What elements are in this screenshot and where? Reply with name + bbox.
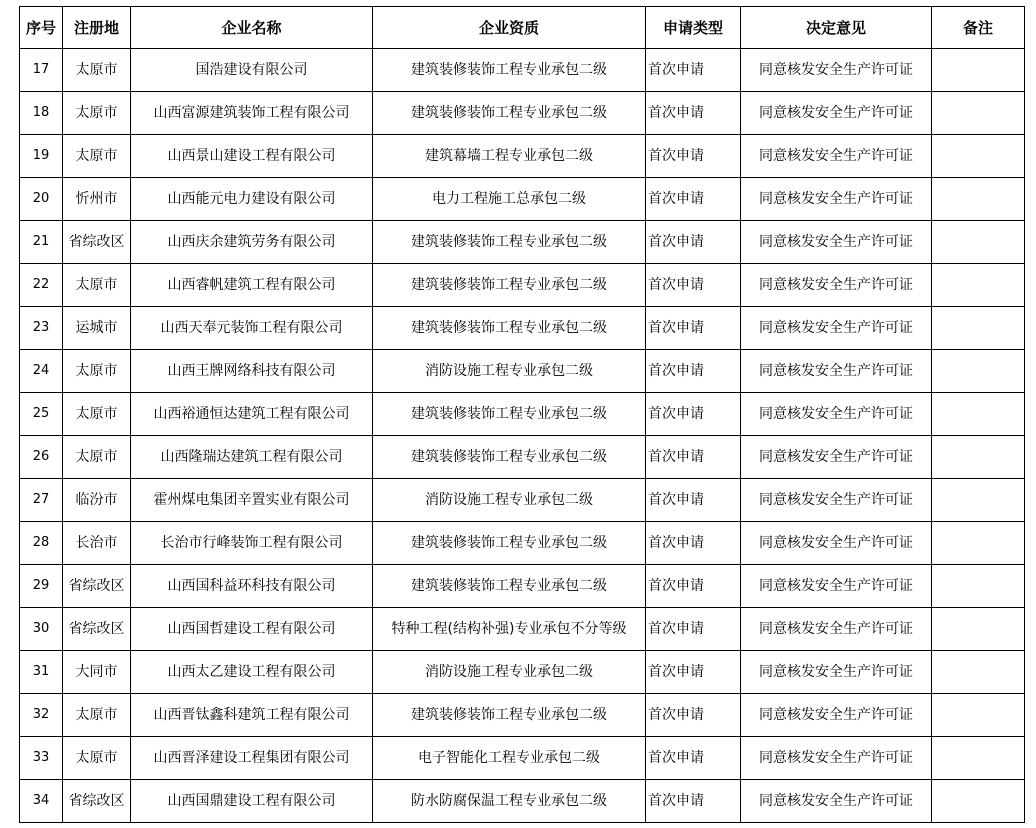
- cell-region: 忻州市: [63, 178, 131, 221]
- table-row: [20, 436, 1025, 479]
- cell-note: [932, 737, 1025, 780]
- cell-decision: 同意核发安全生产许可证: [741, 522, 932, 565]
- cell-qualification: 建筑装修装饰工程专业承包二级: [373, 565, 646, 608]
- cell-decision: 同意核发安全生产许可证: [741, 780, 932, 823]
- cell-type: 首次申请: [646, 694, 741, 737]
- cell-type: 首次申请: [646, 651, 741, 694]
- cell-company: 山西晋钛鑫科建筑工程有限公司: [131, 694, 373, 737]
- cell-no: 33: [20, 737, 63, 780]
- table-row: [20, 221, 1025, 264]
- cell-decision: 同意核发安全生产许可证: [741, 178, 932, 221]
- header-row: [20, 7, 1025, 49]
- cell-company: 长治市行峰装饰工程有限公司: [131, 522, 373, 565]
- cell-decision: 同意核发安全生产许可证: [741, 479, 932, 522]
- cell-region: 太原市: [63, 135, 131, 178]
- cell-region: 省综改区: [63, 608, 131, 651]
- cell-qualification: 建筑装修装饰工程专业承包二级: [373, 49, 646, 92]
- cell-qualification: 消防设施工程专业承包二级: [373, 479, 646, 522]
- cell-no: 23: [20, 307, 63, 350]
- cell-note: [932, 92, 1025, 135]
- table-row: [20, 608, 1025, 651]
- cell-no: 24: [20, 350, 63, 393]
- header-no: 序号: [20, 7, 63, 49]
- table-row: [20, 49, 1025, 92]
- cell-company: 山西景山建设工程有限公司: [131, 135, 373, 178]
- cell-region: 省综改区: [63, 780, 131, 823]
- cell-region: 省综改区: [63, 565, 131, 608]
- cell-decision: 同意核发安全生产许可证: [741, 694, 932, 737]
- cell-qualification: 建筑装修装饰工程专业承包二级: [373, 393, 646, 436]
- cell-no: 28: [20, 522, 63, 565]
- table-row: [20, 307, 1025, 350]
- cell-no: 19: [20, 135, 63, 178]
- cell-qualification: 建筑幕墙工程专业承包二级: [373, 135, 646, 178]
- cell-type: 首次申请: [646, 307, 741, 350]
- cell-no: 32: [20, 694, 63, 737]
- cell-type: 首次申请: [646, 264, 741, 307]
- table-row: [20, 737, 1025, 780]
- cell-note: [932, 221, 1025, 264]
- cell-note: [932, 694, 1025, 737]
- header-type: 申请类型: [646, 7, 741, 49]
- cell-region: 运城市: [63, 307, 131, 350]
- cell-decision: 同意核发安全生产许可证: [741, 49, 932, 92]
- header-note: 备注: [932, 7, 1025, 49]
- cell-region: 长治市: [63, 522, 131, 565]
- table-row: [20, 135, 1025, 178]
- cell-type: 首次申请: [646, 350, 741, 393]
- cell-note: [932, 135, 1025, 178]
- cell-no: 17: [20, 49, 63, 92]
- table-row: [20, 522, 1025, 565]
- cell-qualification: 防水防腐保温工程专业承包二级: [373, 780, 646, 823]
- header-company: 企业名称: [131, 7, 373, 49]
- cell-region: 太原市: [63, 393, 131, 436]
- cell-type: 首次申请: [646, 608, 741, 651]
- cell-region: 太原市: [63, 350, 131, 393]
- cell-company: 山西国哲建设工程有限公司: [131, 608, 373, 651]
- cell-company: 山西富源建筑装饰工程有限公司: [131, 92, 373, 135]
- cell-type: 首次申请: [646, 92, 741, 135]
- cell-type: 首次申请: [646, 737, 741, 780]
- cell-no: 31: [20, 651, 63, 694]
- cell-decision: 同意核发安全生产许可证: [741, 135, 932, 178]
- cell-note: [932, 479, 1025, 522]
- cell-no: 26: [20, 436, 63, 479]
- table-body: [20, 49, 1025, 823]
- cell-note: [932, 49, 1025, 92]
- cell-note: [932, 608, 1025, 651]
- cell-region: 临汾市: [63, 479, 131, 522]
- cell-decision: 同意核发安全生产许可证: [741, 565, 932, 608]
- cell-company: 山西裕通恒达建筑工程有限公司: [131, 393, 373, 436]
- header-region: 注册地: [63, 7, 131, 49]
- cell-qualification: 特种工程(结构补强)专业承包不分等级: [373, 608, 646, 651]
- cell-note: [932, 780, 1025, 823]
- permit-table: [19, 6, 1025, 823]
- cell-company: 山西庆余建筑劳务有限公司: [131, 221, 373, 264]
- cell-region: 太原市: [63, 694, 131, 737]
- cell-company: 霍州煤电集团辛置实业有限公司: [131, 479, 373, 522]
- cell-no: 34: [20, 780, 63, 823]
- table-row: [20, 92, 1025, 135]
- cell-type: 首次申请: [646, 780, 741, 823]
- cell-decision: 同意核发安全生产许可证: [741, 608, 932, 651]
- cell-company: 山西睿帆建筑工程有限公司: [131, 264, 373, 307]
- cell-company: 山西国鼎建设工程有限公司: [131, 780, 373, 823]
- cell-decision: 同意核发安全生产许可证: [741, 393, 932, 436]
- cell-qualification: 电力工程施工总承包二级: [373, 178, 646, 221]
- cell-type: 首次申请: [646, 221, 741, 264]
- cell-region: 太原市: [63, 264, 131, 307]
- cell-note: [932, 178, 1025, 221]
- table-row: [20, 393, 1025, 436]
- cell-decision: 同意核发安全生产许可证: [741, 264, 932, 307]
- cell-decision: 同意核发安全生产许可证: [741, 307, 932, 350]
- table-row: [20, 651, 1025, 694]
- cell-company: 山西王牌网络科技有限公司: [131, 350, 373, 393]
- cell-note: [932, 350, 1025, 393]
- cell-type: 首次申请: [646, 135, 741, 178]
- cell-region: 大同市: [63, 651, 131, 694]
- cell-company: 山西能元电力建设有限公司: [131, 178, 373, 221]
- cell-decision: 同意核发安全生产许可证: [741, 737, 932, 780]
- cell-note: [932, 522, 1025, 565]
- cell-qualification: 建筑装修装饰工程专业承包二级: [373, 307, 646, 350]
- cell-no: 25: [20, 393, 63, 436]
- cell-type: 首次申请: [646, 479, 741, 522]
- table-row: [20, 479, 1025, 522]
- cell-note: [932, 651, 1025, 694]
- cell-decision: 同意核发安全生产许可证: [741, 221, 932, 264]
- cell-no: 29: [20, 565, 63, 608]
- cell-no: 20: [20, 178, 63, 221]
- cell-region: 太原市: [63, 737, 131, 780]
- cell-decision: 同意核发安全生产许可证: [741, 92, 932, 135]
- table-row: [20, 780, 1025, 823]
- cell-company: 国浩建设有限公司: [131, 49, 373, 92]
- cell-qualification: 电子智能化工程专业承包二级: [373, 737, 646, 780]
- cell-no: 18: [20, 92, 63, 135]
- cell-qualification: 建筑装修装饰工程专业承包二级: [373, 221, 646, 264]
- cell-note: [932, 436, 1025, 479]
- cell-company: 山西国科益环科技有限公司: [131, 565, 373, 608]
- cell-qualification: 建筑装修装饰工程专业承包二级: [373, 522, 646, 565]
- cell-no: 27: [20, 479, 63, 522]
- table-row: [20, 264, 1025, 307]
- cell-qualification: 建筑装修装饰工程专业承包二级: [373, 436, 646, 479]
- table-row: [20, 565, 1025, 608]
- cell-region: 太原市: [63, 92, 131, 135]
- cell-decision: 同意核发安全生产许可证: [741, 651, 932, 694]
- cell-type: 首次申请: [646, 522, 741, 565]
- cell-type: 首次申请: [646, 436, 741, 479]
- cell-note: [932, 307, 1025, 350]
- cell-type: 首次申请: [646, 393, 741, 436]
- table-row: [20, 178, 1025, 221]
- cell-note: [932, 565, 1025, 608]
- cell-note: [932, 264, 1025, 307]
- cell-qualification: 消防设施工程专业承包二级: [373, 651, 646, 694]
- cell-company: 山西天奉元装饰工程有限公司: [131, 307, 373, 350]
- cell-company: 山西隆瑞达建筑工程有限公司: [131, 436, 373, 479]
- cell-type: 首次申请: [646, 565, 741, 608]
- cell-region: 省综改区: [63, 221, 131, 264]
- cell-decision: 同意核发安全生产许可证: [741, 350, 932, 393]
- cell-company: 山西晋泽建设工程集团有限公司: [131, 737, 373, 780]
- cell-type: 首次申请: [646, 49, 741, 92]
- table-row: [20, 350, 1025, 393]
- cell-type: 首次申请: [646, 178, 741, 221]
- header-qualification: 企业资质: [373, 7, 646, 49]
- cell-region: 太原市: [63, 49, 131, 92]
- cell-no: 22: [20, 264, 63, 307]
- cell-qualification: 建筑装修装饰工程专业承包二级: [373, 694, 646, 737]
- cell-note: [932, 393, 1025, 436]
- cell-qualification: 建筑装修装饰工程专业承包二级: [373, 92, 646, 135]
- table-row: [20, 694, 1025, 737]
- cell-qualification: 建筑装修装饰工程专业承包二级: [373, 264, 646, 307]
- cell-qualification: 消防设施工程专业承包二级: [373, 350, 646, 393]
- cell-no: 30: [20, 608, 63, 651]
- cell-no: 21: [20, 221, 63, 264]
- cell-company: 山西太乙建设工程有限公司: [131, 651, 373, 694]
- cell-decision: 同意核发安全生产许可证: [741, 436, 932, 479]
- cell-region: 太原市: [63, 436, 131, 479]
- header-decision: 决定意见: [741, 7, 932, 49]
